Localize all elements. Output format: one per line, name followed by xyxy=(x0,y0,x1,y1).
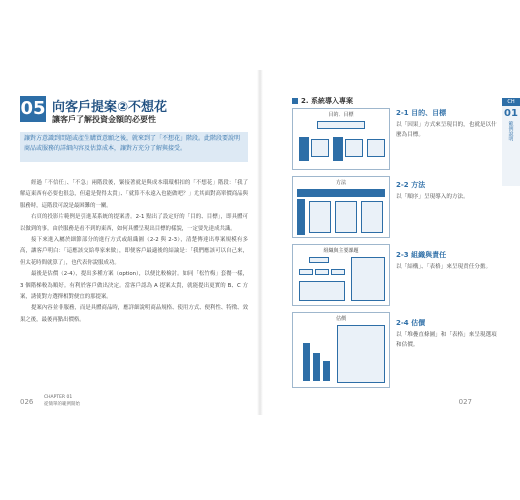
slide-box xyxy=(317,121,365,129)
slide-thumbnail-goals xyxy=(292,108,390,170)
section-2-1 xyxy=(396,108,500,140)
slide-bar xyxy=(333,137,343,161)
slide-box xyxy=(299,269,313,275)
slide-box xyxy=(331,269,345,275)
slide-table xyxy=(337,325,385,383)
paragraph: 經過「不信任」、「不急」兩階段後，緊接著就是與成本環環相扣的「不想花」階段：「我了解這東西有必要也很急，但還是覺得太貴」、「就算不永遠入也能做吧？」尤其面對高單價商品與服務時，這階段可說是最困難的一關。 xyxy=(20,180,248,209)
slide-title: 目的．目標 xyxy=(328,112,354,118)
slide-box xyxy=(335,201,357,233)
section-heading: 2-2 方法 xyxy=(396,181,426,189)
chapter-tab xyxy=(502,98,520,186)
slide-arrow-bar xyxy=(297,189,385,197)
right-page xyxy=(270,78,518,408)
slide-thumbnail-organization xyxy=(292,244,390,306)
intro-box: 讓對方意識到問題或產生購買意願之後，就來到了「不想花」階段。此階段要說明商品或服務的詳細內容及估算成本，讓對方充分了解與接受。 xyxy=(20,132,248,162)
section-text: 以「結構」、「表格」來呈現責任分擔。 xyxy=(396,264,492,270)
heading-marker-icon xyxy=(292,98,298,104)
book-gutter xyxy=(257,70,263,415)
slide-table xyxy=(351,257,385,301)
slide-box xyxy=(345,139,363,157)
slide-box xyxy=(309,201,331,233)
slide-bar xyxy=(323,361,330,381)
slide-thumbnail-method xyxy=(292,176,390,238)
footer-text: 從簡單的範例開始 xyxy=(44,402,80,407)
page-subtitle: 讓客戶了解投資金額的必要性 xyxy=(52,115,156,124)
chapter-footer xyxy=(44,394,80,408)
slide-bar xyxy=(297,199,305,235)
tab-chapter-number: 01 xyxy=(504,108,518,119)
section-text: 以「因果」方式來呈現目的，也就是以什麼為目標。 xyxy=(396,122,497,138)
slide-box xyxy=(311,139,329,157)
section-2-3 xyxy=(396,250,500,272)
slide-bar xyxy=(313,353,320,381)
paragraph: 接下來進入屬於細節部分的進行方式或組織圖（2-2 與 2-3），清楚傳達出專案規模有多高，讓客戶明白：「這應該交給專家來做」，即便客戶最適後的結論是：「我們應該可以自己來，但太花時間就算了」，也代表你說服成功。 xyxy=(20,237,248,266)
tab-vertical-text: 範例說明 xyxy=(507,121,514,141)
section-text: 以「堆疊直條圖」和「表格」來呈現選項和估價。 xyxy=(396,332,497,348)
paragraph: 右頁的投影片範例是引進某系統的提案書。2-1 點出了設定好的「目的、目標」，即具體可以做到的事。由於服務是看不到的東西，如何具體呈現出目標的樣貌，一定要先達成共識。 xyxy=(20,214,248,232)
section-heading-label: 2. 系統導入專案 xyxy=(301,97,353,105)
section-2-2 xyxy=(396,180,500,202)
section-heading: 2-1 目的、目標 xyxy=(396,109,447,117)
slide-box xyxy=(315,269,329,275)
page-title: 向客戶提案②不想花 xyxy=(52,100,168,115)
footer-chapter: CHAPTER 01 xyxy=(44,395,73,400)
slide-title: 方法 xyxy=(335,180,346,186)
paragraph: 提案內容並非服務，而是具體商品時，應詳細說明商品規格、使用方式、便利性、特徵、效果之後，最後再點出價格。 xyxy=(20,305,248,323)
slide-bar xyxy=(303,343,310,381)
section-heading: 2-4 估價 xyxy=(396,319,426,327)
tab-chapter-label: CH xyxy=(502,98,520,106)
left-page xyxy=(18,78,250,408)
slide-title: 組織與主要課題 xyxy=(323,248,359,254)
body-text xyxy=(20,178,248,326)
slide-box xyxy=(299,281,345,301)
section-2-4 xyxy=(396,318,500,350)
slide-title: 估價 xyxy=(335,316,346,322)
section-text: 以「順序」呈現導入的方法。 xyxy=(396,194,469,200)
slide-box xyxy=(367,139,385,157)
page-number: 026 xyxy=(20,398,34,406)
chapter-number-badge: 05 xyxy=(20,96,46,122)
slide-box xyxy=(309,257,329,263)
page-number: 027 xyxy=(458,398,472,406)
paragraph: 最後是估價（2-4），提出多種方案（option），以便比較檢討。如同「松竹梅」套餐一樣，3 個階梯較為順好。有利於客戶做出決定。當客戶認為 A 提案太貴，就能提出更實的 B、C 方案，誘使對方選擇相對便宜的那提案。 xyxy=(20,271,248,301)
slide-bar xyxy=(299,137,309,161)
section-heading xyxy=(292,96,353,106)
section-heading: 2-3 組織與責任 xyxy=(396,251,447,259)
slide-box xyxy=(361,201,383,233)
slide-thumbnail-estimate xyxy=(292,312,390,388)
